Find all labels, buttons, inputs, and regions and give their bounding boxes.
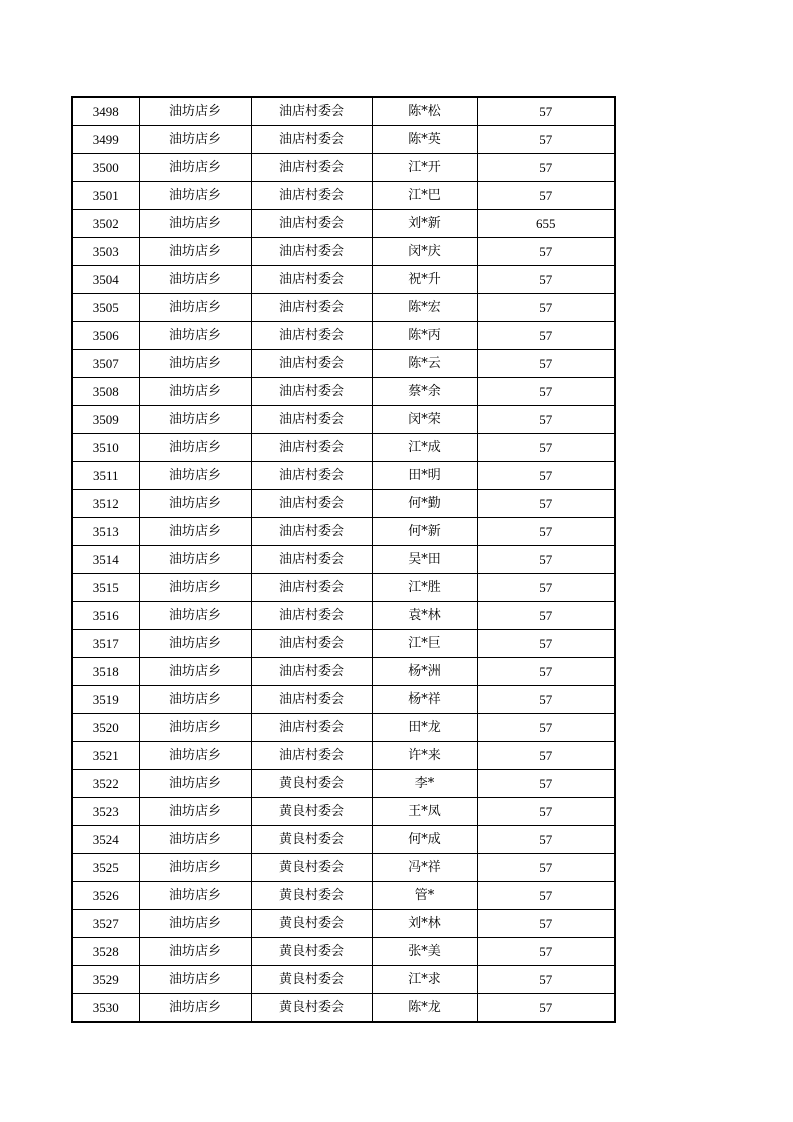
cell-person-name: 何*成 [372,826,477,854]
roster-table [71,96,616,1023]
cell-village-committee: 油店村委会 [251,630,372,658]
cell-township: 油坊店乡 [139,238,251,266]
cell-village-committee: 油店村委会 [251,126,372,154]
cell-person-name: 田*龙 [372,714,477,742]
cell-township: 油坊店乡 [139,97,251,126]
cell-township: 油坊店乡 [139,210,251,238]
cell-amount: 57 [477,826,615,854]
cell-amount: 57 [477,350,615,378]
cell-amount: 57 [477,154,615,182]
cell-township: 油坊店乡 [139,462,251,490]
cell-person-name: 袁*林 [372,602,477,630]
cell-township: 油坊店乡 [139,350,251,378]
cell-village-committee: 油店村委会 [251,518,372,546]
cell-amount: 57 [477,686,615,714]
cell-serial-number: 3510 [72,434,139,462]
cell-village-committee: 黄良村委会 [251,966,372,994]
roster-table-body [72,97,615,1022]
cell-serial-number: 3520 [72,714,139,742]
cell-amount: 57 [477,630,615,658]
table-row [72,378,615,406]
cell-township: 油坊店乡 [139,378,251,406]
cell-village-committee: 油店村委会 [251,266,372,294]
cell-township: 油坊店乡 [139,574,251,602]
cell-serial-number: 3509 [72,406,139,434]
cell-village-committee: 黄良村委会 [251,798,372,826]
cell-serial-number: 3519 [72,686,139,714]
table-row [72,350,615,378]
table-row [72,686,615,714]
table-row [72,574,615,602]
cell-serial-number: 3527 [72,910,139,938]
cell-township: 油坊店乡 [139,714,251,742]
table-row [72,770,615,798]
cell-township: 油坊店乡 [139,994,251,1023]
table-row [72,210,615,238]
cell-amount: 57 [477,882,615,910]
cell-serial-number: 3511 [72,462,139,490]
cell-village-committee: 黄良村委会 [251,854,372,882]
table-row [72,434,615,462]
cell-amount: 57 [477,238,615,266]
table-row [72,294,615,322]
table-row [72,994,615,1023]
cell-person-name: 闵*荣 [372,406,477,434]
cell-village-committee: 黄良村委会 [251,994,372,1023]
cell-person-name: 刘*林 [372,910,477,938]
cell-township: 油坊店乡 [139,938,251,966]
cell-amount: 57 [477,910,615,938]
table-row [72,238,615,266]
cell-township: 油坊店乡 [139,406,251,434]
table-row [72,490,615,518]
cell-village-committee: 黄良村委会 [251,770,372,798]
cell-amount: 57 [477,658,615,686]
cell-village-committee: 黄良村委会 [251,938,372,966]
cell-amount: 57 [477,266,615,294]
cell-village-committee: 黄良村委会 [251,826,372,854]
cell-village-committee: 油店村委会 [251,182,372,210]
cell-person-name: 刘*新 [372,210,477,238]
table-row [72,546,615,574]
cell-serial-number: 3517 [72,630,139,658]
cell-person-name: 冯*祥 [372,854,477,882]
cell-township: 油坊店乡 [139,266,251,294]
cell-person-name: 江*胜 [372,574,477,602]
cell-person-name: 李* [372,770,477,798]
cell-village-committee: 油店村委会 [251,714,372,742]
cell-person-name: 陈*英 [372,126,477,154]
cell-serial-number: 3522 [72,770,139,798]
cell-amount: 57 [477,714,615,742]
cell-village-committee: 油店村委会 [251,406,372,434]
cell-person-name: 江*开 [372,154,477,182]
table-row [72,798,615,826]
table-row [72,126,615,154]
cell-person-name: 田*明 [372,462,477,490]
cell-township: 油坊店乡 [139,602,251,630]
cell-township: 油坊店乡 [139,798,251,826]
table-row [72,742,615,770]
cell-amount: 57 [477,462,615,490]
table-row [72,910,615,938]
cell-amount: 57 [477,854,615,882]
cell-amount: 57 [477,602,615,630]
cell-village-committee: 油店村委会 [251,686,372,714]
table-row [72,882,615,910]
cell-amount: 57 [477,966,615,994]
table-row [72,462,615,490]
cell-serial-number: 3500 [72,154,139,182]
cell-serial-number: 3501 [72,182,139,210]
cell-person-name: 江*巴 [372,182,477,210]
cell-serial-number: 3525 [72,854,139,882]
cell-township: 油坊店乡 [139,490,251,518]
cell-township: 油坊店乡 [139,686,251,714]
table-row [72,938,615,966]
table-row [72,854,615,882]
cell-person-name: 杨*洲 [372,658,477,686]
cell-amount: 57 [477,518,615,546]
cell-person-name: 江*巨 [372,630,477,658]
table-row [72,266,615,294]
cell-person-name: 吴*田 [372,546,477,574]
cell-serial-number: 3504 [72,266,139,294]
table-row [72,966,615,994]
cell-amount: 57 [477,294,615,322]
table-row [72,518,615,546]
cell-village-committee: 油店村委会 [251,490,372,518]
cell-amount: 57 [477,490,615,518]
cell-township: 油坊店乡 [139,854,251,882]
cell-township: 油坊店乡 [139,826,251,854]
cell-village-committee: 油店村委会 [251,238,372,266]
cell-village-committee: 油店村委会 [251,462,372,490]
cell-person-name: 张*美 [372,938,477,966]
cell-person-name: 江*求 [372,966,477,994]
cell-person-name: 陈*丙 [372,322,477,350]
cell-village-committee: 油店村委会 [251,602,372,630]
cell-village-committee: 油店村委会 [251,294,372,322]
cell-township: 油坊店乡 [139,294,251,322]
cell-person-name: 王*凤 [372,798,477,826]
cell-village-committee: 油店村委会 [251,322,372,350]
table-row [72,602,615,630]
cell-township: 油坊店乡 [139,322,251,350]
cell-serial-number: 3506 [72,322,139,350]
cell-person-name: 何*新 [372,518,477,546]
cell-village-committee: 油店村委会 [251,154,372,182]
table-row [72,182,615,210]
cell-amount: 57 [477,406,615,434]
cell-serial-number: 3530 [72,994,139,1023]
cell-village-committee: 黄良村委会 [251,882,372,910]
cell-person-name: 蔡*余 [372,378,477,406]
cell-serial-number: 3513 [72,518,139,546]
table-row [72,406,615,434]
cell-village-committee: 油店村委会 [251,658,372,686]
cell-village-committee: 油店村委会 [251,434,372,462]
cell-serial-number: 3505 [72,294,139,322]
table-row [72,97,615,126]
cell-person-name: 陈*龙 [372,994,477,1023]
cell-village-committee: 油店村委会 [251,97,372,126]
cell-amount: 57 [477,182,615,210]
cell-serial-number: 3521 [72,742,139,770]
table-row [72,322,615,350]
cell-amount: 57 [477,97,615,126]
cell-amount: 655 [477,210,615,238]
cell-person-name: 陈*云 [372,350,477,378]
table-row [72,154,615,182]
cell-township: 油坊店乡 [139,546,251,574]
cell-serial-number: 3514 [72,546,139,574]
cell-serial-number: 3516 [72,602,139,630]
cell-township: 油坊店乡 [139,154,251,182]
cell-person-name: 何*勤 [372,490,477,518]
cell-village-committee: 油店村委会 [251,210,372,238]
cell-serial-number: 3515 [72,574,139,602]
cell-village-committee: 油店村委会 [251,546,372,574]
cell-serial-number: 3498 [72,97,139,126]
cell-person-name: 陈*宏 [372,294,477,322]
cell-serial-number: 3507 [72,350,139,378]
cell-township: 油坊店乡 [139,182,251,210]
cell-amount: 57 [477,378,615,406]
table-row [72,658,615,686]
cell-amount: 57 [477,994,615,1023]
cell-person-name: 杨*祥 [372,686,477,714]
cell-serial-number: 3518 [72,658,139,686]
cell-serial-number: 3502 [72,210,139,238]
cell-person-name: 管* [372,882,477,910]
cell-village-committee: 油店村委会 [251,574,372,602]
cell-serial-number: 3503 [72,238,139,266]
cell-serial-number: 3523 [72,798,139,826]
cell-township: 油坊店乡 [139,910,251,938]
cell-village-committee: 黄良村委会 [251,910,372,938]
cell-person-name: 闵*庆 [372,238,477,266]
cell-person-name: 陈*松 [372,97,477,126]
cell-township: 油坊店乡 [139,882,251,910]
cell-amount: 57 [477,938,615,966]
table-row [72,826,615,854]
cell-village-committee: 油店村委会 [251,742,372,770]
cell-serial-number: 3529 [72,966,139,994]
cell-amount: 57 [477,574,615,602]
cell-person-name: 江*成 [372,434,477,462]
cell-village-committee: 油店村委会 [251,350,372,378]
cell-amount: 57 [477,770,615,798]
cell-serial-number: 3524 [72,826,139,854]
cell-serial-number: 3512 [72,490,139,518]
cell-serial-number: 3508 [72,378,139,406]
cell-serial-number: 3499 [72,126,139,154]
cell-amount: 57 [477,322,615,350]
cell-person-name: 许*来 [372,742,477,770]
cell-township: 油坊店乡 [139,434,251,462]
cell-township: 油坊店乡 [139,966,251,994]
cell-township: 油坊店乡 [139,518,251,546]
cell-amount: 57 [477,798,615,826]
cell-serial-number: 3526 [72,882,139,910]
cell-person-name: 祝*升 [372,266,477,294]
table-row [72,630,615,658]
cell-township: 油坊店乡 [139,126,251,154]
cell-village-committee: 油店村委会 [251,378,372,406]
cell-township: 油坊店乡 [139,630,251,658]
table-row [72,714,615,742]
cell-township: 油坊店乡 [139,770,251,798]
cell-amount: 57 [477,126,615,154]
cell-township: 油坊店乡 [139,658,251,686]
cell-amount: 57 [477,742,615,770]
cell-serial-number: 3528 [72,938,139,966]
cell-amount: 57 [477,546,615,574]
cell-amount: 57 [477,434,615,462]
cell-township: 油坊店乡 [139,742,251,770]
